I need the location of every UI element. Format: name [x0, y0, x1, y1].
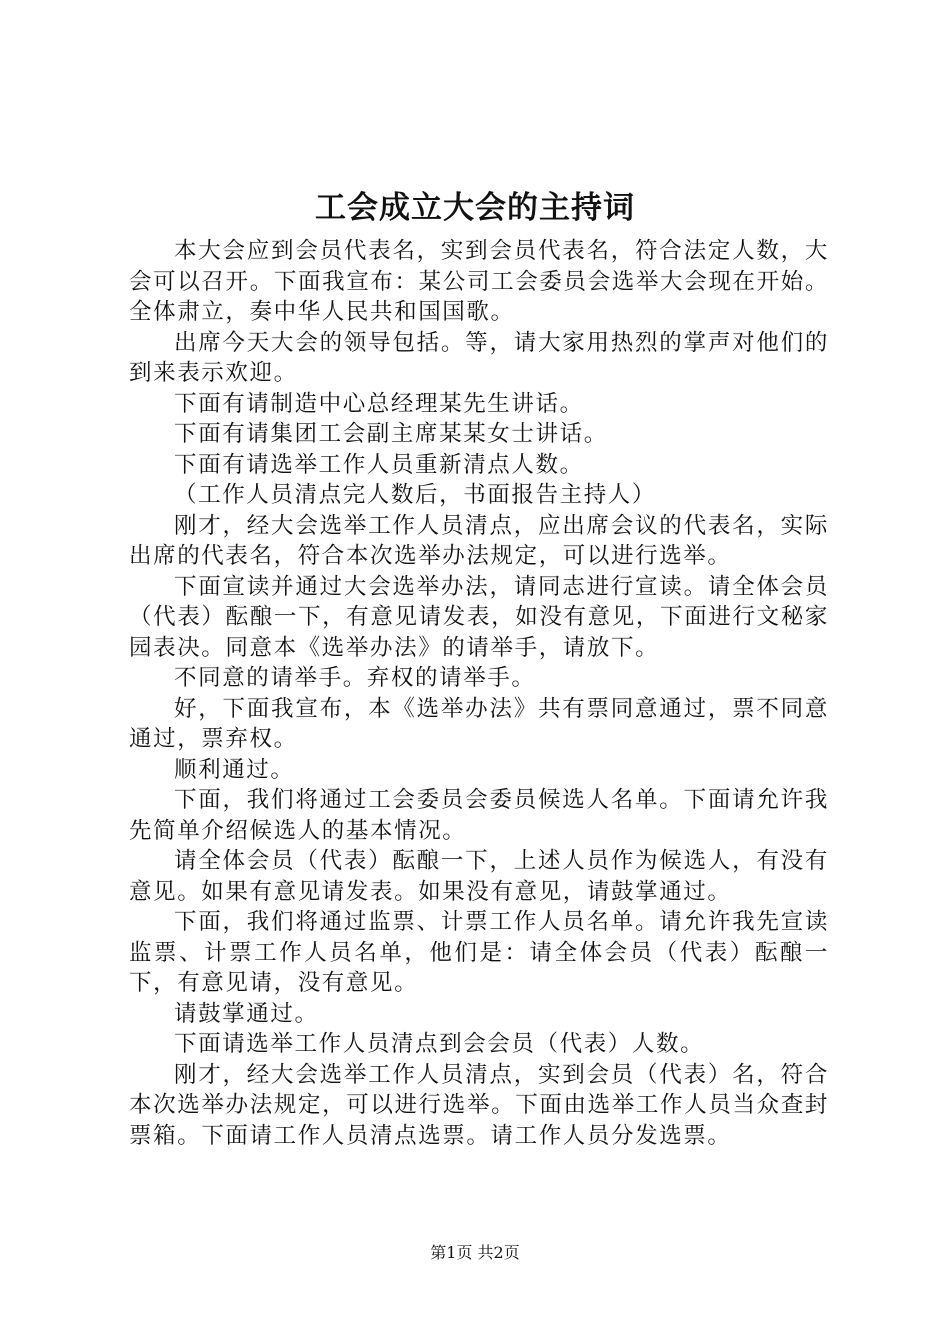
paragraph: （工作人员清点完人数后，书面报告主持人）	[174, 482, 657, 508]
paragraph: 不同意的请举手。弃权的请举手。	[174, 665, 536, 691]
paragraph: 出席今天大会的领导包括。等，请大家用热烈的掌声对他们的到来表示欢迎。	[129, 329, 829, 386]
paragraph: 下面有请制造中心总经理某先生讲话。	[174, 390, 584, 417]
paragraph: 刚才，经大会选举工作人员清点，应出席会议的代表名，实际出席的代表名，符合本次选举办法规定，可以进行选举。	[129, 512, 829, 569]
paragraph: 刚才，经大会选举工作人员清点，实到会员（代表）名，符合本次选举办法规定，可以进行选举。下面由选举工作人员当众查封票箱。下面请工作人员清点选票。请工作人员分发选票。	[129, 1061, 829, 1149]
paragraph: 请鼓掌通过。	[174, 1000, 319, 1027]
page-footer: 第1页 共2页	[430, 1243, 520, 1262]
paragraph: 下面请选举工作人员清点到会会员（代表）人数。	[174, 1031, 705, 1057]
paragraph: 下面有请选举工作人员重新清点人数。	[174, 451, 584, 478]
paragraph: 顺利通过。	[174, 756, 295, 783]
paragraph: 下面宣读并通过大会选举办法，请同志进行宣读。请全体会员（代表）酝酿一下，有意见请发表，如没有意见，下面进行文秘家园表决。同意本《选举办法》的请举手，请放下。	[129, 573, 829, 661]
document-body	[129, 236, 829, 1151]
document-title: 工会成立大会的主持词	[315, 190, 635, 226]
paragraph: 下面，我们将通过工会委员会委员候选人名单。下面请允许我先简单介绍候选人的基本情况。	[129, 787, 829, 844]
paragraph: 下面有请集团工会副主席某某女士讲话。	[174, 421, 608, 447]
paragraph: 好，下面我宣布，本《选举办法》共有票同意通过，票不同意通过，票弃权。	[129, 695, 829, 752]
paragraph: 本大会应到会员代表名，实到会员代表名，符合法定人数，大会可以召开。下面我宣布：某公司工会委员会选举大会现在开始。全体肃立，奏中华人民共和国国歌。	[129, 238, 829, 325]
paragraph: 下面，我们将通过监票、计票工作人员名单。请允许我先宣读监票、计票工作人员名单，他们是：请全体会员（代表）酝酿一下，有意见请，没有意见。	[129, 909, 829, 996]
paragraph: 请全体会员（代表）酝酿一下，上述人员作为候选人，有没有意见。如果有意见请发表。如果没有意见，请鼓掌通过。	[129, 848, 829, 905]
